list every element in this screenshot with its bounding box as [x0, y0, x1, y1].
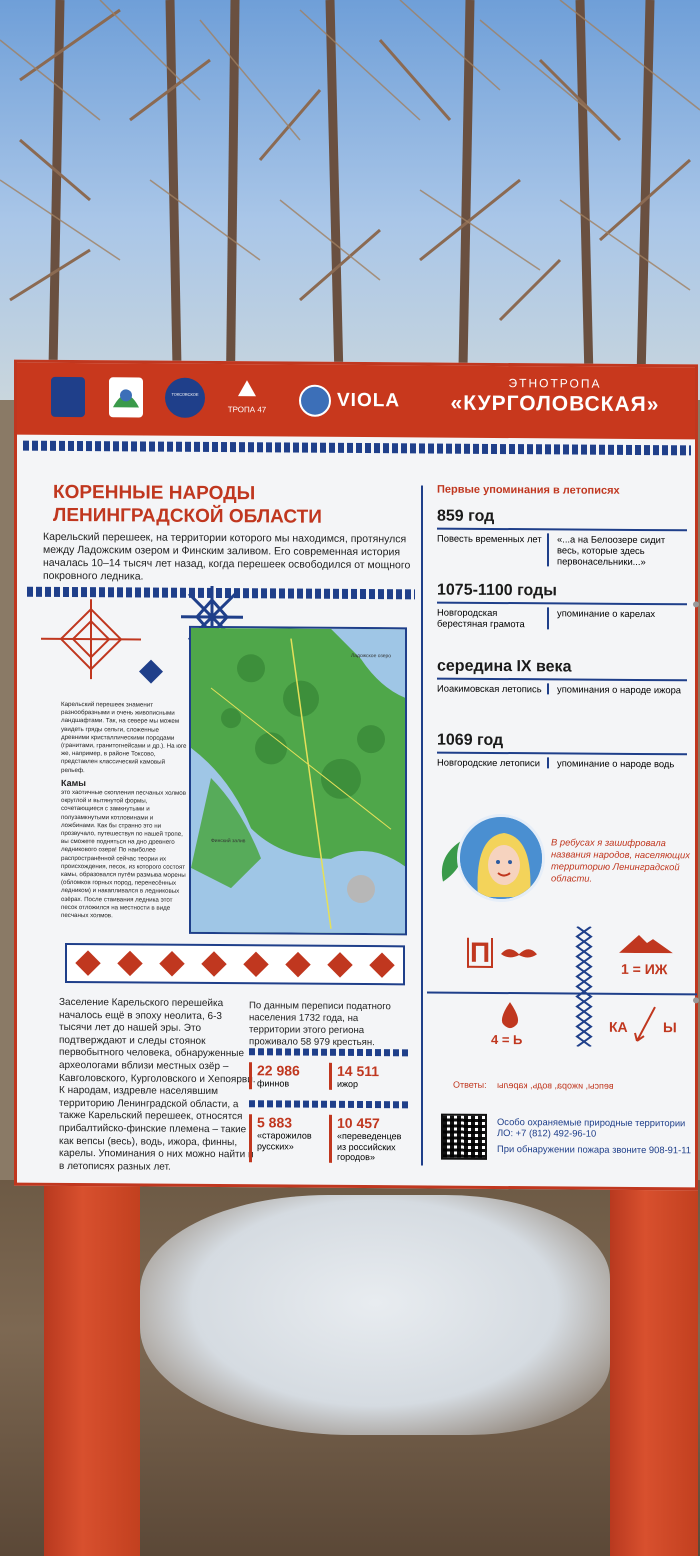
- entry-source: Иоакимовская летопись: [437, 682, 542, 695]
- tropa47-label: ТРОПА 47: [227, 405, 267, 415]
- stat-label: финнов: [257, 1078, 290, 1089]
- trail-name: [425, 375, 685, 417]
- screw-icon: [693, 997, 699, 1003]
- district-logo-icon: [109, 377, 143, 417]
- chronicle-entry: [437, 658, 687, 696]
- sign-post-left: [44, 1180, 140, 1556]
- stat-transferred: [329, 1115, 409, 1163]
- entry-description: упоминание о карелах: [547, 607, 687, 630]
- viola-mascot-portrait: [457, 814, 545, 903]
- ornament-diamond: [243, 952, 268, 977]
- mustache-icon: [499, 946, 539, 960]
- mascot-caption: В ребусах я зашифровала названия народов, населяющих территорию Ленинградской области.: [551, 836, 690, 884]
- info-sign: [14, 360, 698, 1191]
- ornament-diamond: [369, 952, 394, 977]
- map-graphic: [191, 628, 407, 936]
- entry-source: Повесть временных лет: [437, 532, 542, 545]
- ornament-diamond: [201, 951, 226, 976]
- entry-row: [437, 757, 687, 770]
- map-label-ladoga: Ладожское озеро: [351, 652, 392, 660]
- viola-label: VIOLA: [337, 389, 401, 412]
- mountain-icon: [619, 933, 673, 953]
- stat-izhora: [329, 1063, 409, 1090]
- protected-areas-phone: Особо охраняемые природные территории ЛО: +7 (812) 492-96-10: [497, 1115, 686, 1140]
- snow-patch: [140, 1195, 610, 1435]
- viola-logo: [299, 385, 400, 418]
- rebus-letters: Ы: [663, 1019, 677, 1036]
- zigzag-divider-icon: [575, 927, 593, 1047]
- landscape-text: [61, 701, 187, 921]
- ornament-diamond: [159, 951, 184, 976]
- contact-info: [497, 1116, 697, 1156]
- stat-number: 5 883: [257, 1114, 293, 1131]
- tree-icon: [234, 378, 260, 400]
- kamy-paragraph: это хаотичные скопления песчаных холмов округлой и вытянутой формы, сочетающиеся с замкнутыми и полузамкнутыми котловинами и ложбинами. Как бы странно это ни прозвучало, путешествуя по нашей тропе, вы сможете подняться на дно древнего ледникового озера! По наиболее распространённой сейчас теории их происхождения, песок, из которого состоят камы, образовался путём размыва морены (обломков горных пород, перенесённых ледником) и накапливался в ледниковых озёрах. После стаивания ледника этот песок отложился на местности в виде песчаных холмов.: [61, 788, 186, 920]
- entry-year: 1069 год: [437, 732, 687, 756]
- entry-row: [437, 533, 687, 568]
- page-title: [53, 481, 322, 529]
- landscape-paragraph: Карельский перешеек знаменит разнообразными и очень живописными ландшафтами. Так, на севере мы можем увидеть гряды сельги, сложенные древними кристаллическими породами (гранитами, гранитогнейсами и др.). На юге же, например, в районе Токсово, представлен классический камовый рельеф.: [61, 700, 187, 774]
- entry-source: Новгородские летописи: [437, 756, 540, 769]
- toksovo-logo-icon: [165, 378, 205, 418]
- folk-ornament-icon: [31, 599, 181, 700]
- column-divider: [421, 485, 423, 1165]
- chronicle-entry: [437, 732, 687, 770]
- rebus-divider: [427, 991, 697, 995]
- title-line-1: КОРЕННЫЕ НАРОДЫ: [53, 481, 256, 505]
- entry-year: 859 год: [437, 508, 687, 532]
- ornament-diamond: [285, 952, 310, 977]
- ornament-diamond: [327, 952, 352, 977]
- chronicle-entry: [437, 582, 687, 631]
- map-label-gulf: Финский залив: [211, 837, 246, 845]
- stat-number: 14 511: [337, 1062, 380, 1080]
- stat-old-russians: [249, 1114, 329, 1162]
- trail-subtitle: ЭТНОТРОПА: [508, 376, 602, 391]
- rebus-answers: [453, 1080, 614, 1091]
- karelian-isthmus-map: [189, 626, 407, 936]
- stat-finns: [249, 1062, 329, 1089]
- rebus-letter: П: [467, 938, 493, 968]
- chronicle-entry: [437, 508, 687, 568]
- settlement-text: Заселение Карельского перешейка началось ещё в эпоху неолита, 6-3 тысячи лет до нашей эры. Это подтверждают и следы стоянок первобытного человека, обнаруженные археологами вблизи местных озёр – Кавголовского, Курголовского и Хепоярви. К народам, издревле населявшим территорию Ленинградской области, а также Карельский перешеек, относятся прибалтийско-финские племена – такие как вепсы (весь), водь, ижора, финны, карелы. Упоминания о них можно найти и в летописях разных лет.: [59, 996, 256, 1173]
- forest-trees: [0, 0, 700, 420]
- toksovo-label: ТОКСОВСКОЕ: [171, 391, 199, 397]
- arrow-icon: [633, 1005, 657, 1045]
- entry-description: упоминание о народе водь: [547, 757, 687, 769]
- entry-source: Новгородская берестяная грамота: [437, 606, 525, 630]
- ornament-divider: [249, 1100, 409, 1108]
- rebus-panel: [427, 925, 697, 1047]
- stats-row-2: [249, 1114, 409, 1163]
- rebus-equation: 4 = Ь: [491, 1031, 523, 1048]
- answers-value: вепсы, ижора, водь, карелы: [497, 1079, 614, 1091]
- chronicles-heading: Первые упоминания в летописях: [437, 483, 620, 497]
- title-line-2: ЛЕНИНГРАДСКОЙ ОБЛАСТИ: [53, 504, 322, 528]
- trail-title: «КУРГОЛОВСКАЯ»: [450, 391, 660, 417]
- qr-code-icon[interactable]: [441, 1114, 487, 1160]
- stats-row-1: [249, 1062, 409, 1090]
- screw-icon: [693, 601, 699, 607]
- stat-number: 10 457: [337, 1114, 380, 1132]
- entry-year: 1075-1100 годы: [437, 582, 687, 606]
- fire-hotline: При обнаружении пожара звоните 908-91-11: [497, 1142, 691, 1156]
- sign-header: [17, 363, 695, 440]
- sign-post-right: [610, 1180, 698, 1556]
- ornament-diamond: [75, 950, 100, 975]
- ornament-divider: [249, 1048, 409, 1056]
- rebus-letters: КА: [609, 1018, 628, 1035]
- ornament-diamond: [117, 951, 142, 976]
- entry-description: упоминания о народе ижора: [547, 683, 687, 695]
- kamy-heading: Камы: [61, 777, 86, 788]
- folk-ornament-band: [65, 943, 405, 985]
- entry-year: середина IX века: [437, 658, 687, 682]
- intro-text: Карельский перешеек, на территории которого мы находимся, протянулся между Ладожским озером и Финским заливом. Его современная история началась 10–14 тысяч лет назад, когда перешеек освободился от мощного покровного ледника.: [43, 530, 411, 583]
- rebus-equation: 1 = ИЖ: [621, 960, 668, 978]
- ornament-border-top: [23, 441, 691, 456]
- tropa47-logo: [225, 378, 269, 422]
- stat-number: 22 986: [257, 1062, 300, 1079]
- viola-mascot-icon: [299, 385, 331, 417]
- entry-row: [437, 683, 687, 696]
- water-drop-icon: [499, 1002, 521, 1030]
- stat-label: ижор: [337, 1078, 359, 1090]
- entry-description: «...а на Белоозере сидит весь, которые здесь первонасельники...»: [547, 533, 687, 567]
- entry-row: [437, 607, 687, 631]
- stat-label: «старожилов русских»: [257, 1130, 312, 1152]
- census-text: По данным переписи податного населения 1732 года, на территории этого региона проживало 58 979 крестьян.: [249, 1000, 391, 1049]
- coat-of-arms-icon: [51, 377, 85, 417]
- answers-label: Ответы:: [453, 1079, 487, 1090]
- stat-label: «переведенцев из российских городов»: [337, 1130, 402, 1163]
